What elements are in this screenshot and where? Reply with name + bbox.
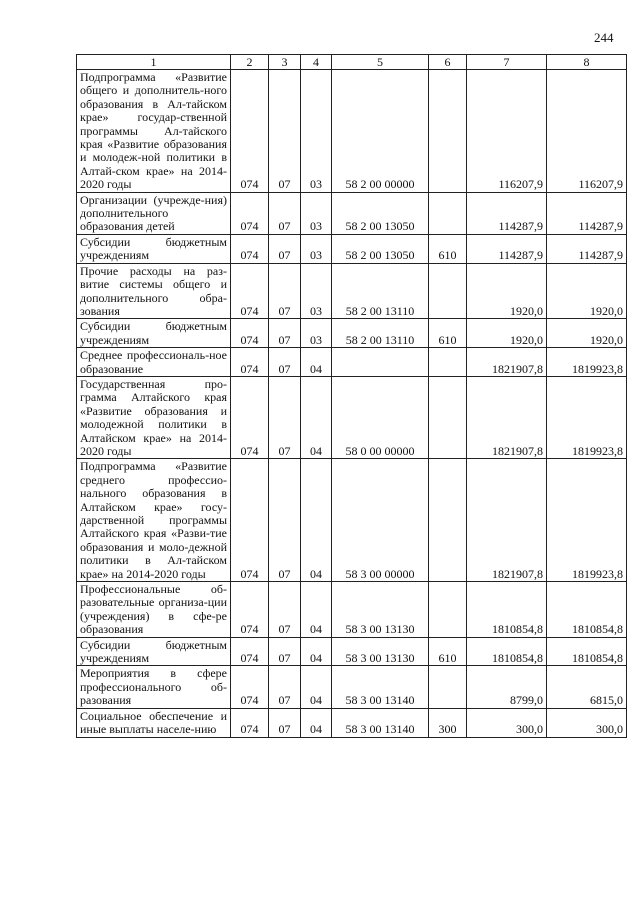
amount-col7: 1821907,8 — [467, 348, 547, 377]
expense-type-code: 610 — [429, 319, 467, 348]
amount-col7: 1821907,8 — [467, 459, 547, 582]
section-code: 07 — [269, 348, 301, 377]
section-code: 07 — [269, 234, 301, 263]
column-header: 4 — [301, 55, 332, 70]
table-row — [77, 637, 627, 666]
item-name: Подпрограмма «Развитие среднего профессио-нального образования в Алтайском крае» госу-дарственной программы Алтайского края «Разви-тие образования и моло-дежной политики в Ал-тайском крае» на 2014-2020 годы — [77, 459, 231, 582]
amount-col8: 1819923,8 — [547, 348, 627, 377]
target-article-code: 58 2 00 13050 — [332, 192, 429, 234]
ministry-code: 074 — [231, 459, 269, 582]
ministry-code: 074 — [231, 348, 269, 377]
item-name: Социальное обеспечение и иные выплаты населе-нию — [77, 708, 231, 737]
column-header: 6 — [429, 55, 467, 70]
amount-col7: 1920,0 — [467, 319, 547, 348]
target-article-code: 58 2 00 13050 — [332, 234, 429, 263]
amount-col8: 1819923,8 — [547, 459, 627, 582]
section-code: 07 — [269, 376, 301, 458]
page-number: 244 — [594, 30, 614, 45]
ministry-code: 074 — [231, 234, 269, 263]
expense-type-code — [429, 348, 467, 377]
amount-col8: 1819923,8 — [547, 376, 627, 458]
table-row — [77, 192, 627, 234]
amount-col7: 114287,9 — [467, 234, 547, 263]
table-row — [77, 319, 627, 348]
amount-col7: 1920,0 — [467, 263, 547, 319]
section-code: 07 — [269, 666, 301, 708]
subsection-code: 04 — [301, 637, 332, 666]
subsection-code: 04 — [301, 666, 332, 708]
amount-col8: 116207,9 — [547, 70, 627, 193]
subsection-code: 04 — [301, 348, 332, 377]
header-row — [77, 55, 627, 70]
amount-col8: 6815,0 — [547, 666, 627, 708]
table-row — [77, 708, 627, 737]
amount-col7: 1821907,8 — [467, 376, 547, 458]
ministry-code: 074 — [231, 70, 269, 193]
column-header: 8 — [547, 55, 627, 70]
section-code: 07 — [269, 637, 301, 666]
table-row — [77, 376, 627, 458]
target-article-code: 58 2 00 13110 — [332, 319, 429, 348]
target-article-code — [332, 348, 429, 377]
section-code: 07 — [269, 459, 301, 582]
column-header: 7 — [467, 55, 547, 70]
expense-type-code — [429, 582, 467, 638]
item-name: Прочие расходы на раз-витие системы общего и дополнительного обра-зования — [77, 263, 231, 319]
target-article-code: 58 3 00 13140 — [332, 708, 429, 737]
subsection-code: 04 — [301, 459, 332, 582]
amount-col7: 8799,0 — [467, 666, 547, 708]
target-article-code: 58 2 00 13110 — [332, 263, 429, 319]
table-row — [77, 582, 627, 638]
ministry-code: 074 — [231, 708, 269, 737]
subsection-code: 03 — [301, 234, 332, 263]
amount-col7: 300,0 — [467, 708, 547, 737]
table-row — [77, 348, 627, 377]
target-article-code: 58 2 00 00000 — [332, 70, 429, 193]
section-code: 07 — [269, 70, 301, 193]
table-row — [77, 666, 627, 708]
target-article-code: 58 3 00 13130 — [332, 582, 429, 638]
table-row — [77, 70, 627, 193]
target-article-code: 58 3 00 13130 — [332, 637, 429, 666]
column-header: 3 — [269, 55, 301, 70]
ministry-code: 074 — [231, 192, 269, 234]
amount-col8: 1810854,8 — [547, 582, 627, 638]
item-name: Подпрограмма «Развитие общего и дополнитель-ного образования в Ал-тайском крае» государ-ственной программы Ал-тайского края «Развитие образования и молодеж-ной политики в Алтай-ском крае» на 2014-2020 годы — [77, 70, 231, 193]
expense-type-code — [429, 459, 467, 582]
item-name: Организации (учрежде-ния) дополнительного образования детей — [77, 192, 231, 234]
ministry-code: 074 — [231, 319, 269, 348]
ministry-code: 074 — [231, 376, 269, 458]
expense-type-code: 610 — [429, 234, 467, 263]
item-name: Среднее профессиональ-ное образование — [77, 348, 231, 377]
subsection-code: 04 — [301, 582, 332, 638]
amount-col7: 114287,9 — [467, 192, 547, 234]
column-header: 5 — [332, 55, 429, 70]
section-code: 07 — [269, 582, 301, 638]
amount-col8: 1920,0 — [547, 263, 627, 319]
expense-type-code — [429, 263, 467, 319]
expense-type-code — [429, 376, 467, 458]
subsection-code: 03 — [301, 70, 332, 193]
target-article-code: 58 3 00 13140 — [332, 666, 429, 708]
section-code: 07 — [269, 263, 301, 319]
ministry-code: 074 — [231, 263, 269, 319]
column-header: 1 — [77, 55, 231, 70]
section-code: 07 — [269, 192, 301, 234]
subsection-code: 04 — [301, 708, 332, 737]
amount-col7: 116207,9 — [467, 70, 547, 193]
table-row — [77, 234, 627, 263]
subsection-code: 04 — [301, 376, 332, 458]
subsection-code: 03 — [301, 263, 332, 319]
item-name: Субсидии бюджетным учреждениям — [77, 319, 231, 348]
section-code: 07 — [269, 319, 301, 348]
amount-col7: 1810854,8 — [467, 637, 547, 666]
subsection-code: 03 — [301, 319, 332, 348]
item-name: Субсидии бюджетным учреждениям — [77, 234, 231, 263]
ministry-code: 074 — [231, 582, 269, 638]
amount-col7: 1810854,8 — [467, 582, 547, 638]
ministry-code: 074 — [231, 637, 269, 666]
section-code: 07 — [269, 708, 301, 737]
expense-type-code: 610 — [429, 637, 467, 666]
table-row — [77, 263, 627, 319]
budget-table — [76, 54, 627, 738]
ministry-code: 074 — [231, 666, 269, 708]
item-name: Мероприятия в сфере профессионального об-разования — [77, 666, 231, 708]
table-row — [77, 459, 627, 582]
item-name: Государственная про-грамма Алтайского края «Развитие образования и молодежной политики в Алтайском крае» на 2014-2020 годы — [77, 376, 231, 458]
item-name: Субсидии бюджетным учреждениям — [77, 637, 231, 666]
expense-type-code — [429, 666, 467, 708]
target-article-code: 58 3 00 00000 — [332, 459, 429, 582]
target-article-code: 58 0 00 00000 — [332, 376, 429, 458]
column-header: 2 — [231, 55, 269, 70]
amount-col8: 300,0 — [547, 708, 627, 737]
subsection-code: 03 — [301, 192, 332, 234]
expense-type-code — [429, 70, 467, 193]
amount-col8: 1920,0 — [547, 319, 627, 348]
amount-col8: 114287,9 — [547, 192, 627, 234]
expense-type-code: 300 — [429, 708, 467, 737]
amount-col8: 1810854,8 — [547, 637, 627, 666]
expense-type-code — [429, 192, 467, 234]
amount-col8: 114287,9 — [547, 234, 627, 263]
item-name: Профессиональные об-разовательные организа-ции (учреждения) в сфе-ре образования — [77, 582, 231, 638]
